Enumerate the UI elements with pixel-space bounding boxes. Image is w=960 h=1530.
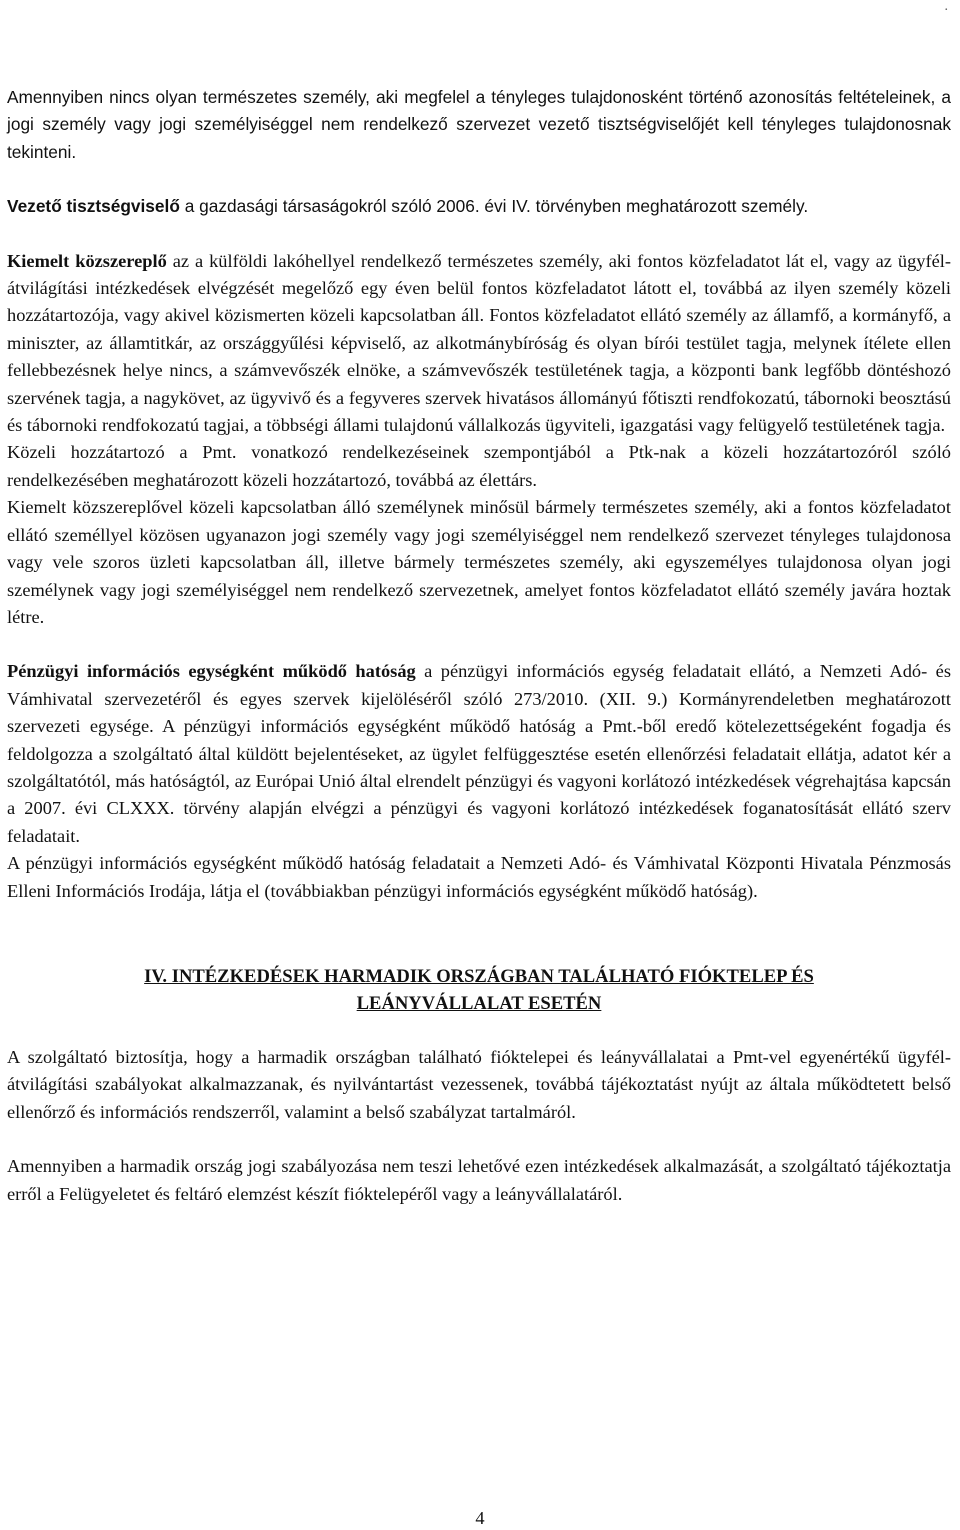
fiu-term: Pénzügyi információs egységként működő hatóság — [7, 661, 416, 682]
officer-definition — [7, 193, 951, 220]
pep-term: Kiemelt közszereplő — [7, 250, 167, 271]
pep-text: az a külföldi lakóhellyel rendelkező természetes személy, aki fontos közfeladatot lát el, vagy az ügyfél-átvilágítási intézkedések elvégzését megelőző egy éven belül fontos közfeladatot látott el, továbbá az ilyen személy közeli hozzátartozója, vagy akivel közismerten közeli kapcsolatban áll. Fontos közfeladatot ellátó személy az államfő, a kormányfő, a miniszter, az államtitkár, az országgyűlési képviselő, az alkotmánybíróság és olyan bírói testület tagja, melynek ítélete ellen fellebbezésnek helye nincs, a számvevőszék elnöke, a számvevőszék testületének tagja, a központi bank legfőbb döntéshozó szervének tagja, a nagykövet, az ügyvivő és a fegyveres szervek hivatásos állományú főtiszti rendfokozatú, tábornoki beosztású és tábornoki rendfokozatú tagjai, a többségi állami tulajdonú vállalkozás ügyviteli, igazgatási vagy felügyelő testületének tagja. — [7, 250, 951, 436]
officer-text: a gazdasági társaságokról szóló 2006. évi IV. törvényben meghatározott személy. — [179, 196, 809, 217]
spacer — [7, 631, 951, 658]
corner-mark: . — [944, 0, 948, 14]
spacer — [7, 221, 951, 248]
intro-paragraph: Amennyiben nincs olyan természetes személy, aki megfelel a tényleges tulajdonosként történő azonosítás feltételeinek, a jogi személy vagy jogi személyiséggel nem rendelkező szervezet vezető tisztségviselőjét kell tényleges tulajdonosnak tekinteni. — [7, 87, 951, 162]
page-number: 4 — [475, 1508, 485, 1528]
fiu-office-paragraph: A pénzügyi információs egységként működő hatóság feladatait a Nemzeti Adó- és Vámhivatal Központi Hivatala Pénzmosás Elleni Információs Irodája, látja el (továbbiakban pénzügyi információs egységként működő hatóság). — [7, 853, 951, 901]
section-paragraph-2: Amennyiben a harmadik ország jogi szabályozása nem teszi lehetővé ezen intézkedések alkalmazását, a szolgáltató tájékoztatja erről a Felügyeletet és feltáró elemzést készít fióktelepéről vagy a leányvállalatáról. — [7, 1156, 951, 1204]
officer-term: Vezető tisztségviselő — [7, 196, 180, 217]
close-relationship-paragraph: Kiemelt közszereplővel közeli kapcsolatban álló személynek minősül bármely természetes személy, aki a fontos közfeladatot ellátó személlyel közösen ugyanazon jogi személy vagy jogi személyiséggel nem rendelkező szervezet tényleges tulajdonosa vagy vele szoros üzleti kapcsolatban áll, illetve bármely természetes személy, aki egyszemélyes tulajdonosa olyan jogi személynek vagy jogi személyiséggel nem rendelkező szervezetnek, amelyet fontos közfeladatot ellátó személy javára hoztak létre. — [7, 497, 951, 627]
spacer — [7, 1126, 951, 1153]
fiu-definition — [7, 658, 951, 850]
spacer — [7, 905, 951, 963]
pep-definition — [7, 248, 951, 440]
section-heading-line-2: LEÁNYVÁLLALAT ESETÉN — [356, 992, 602, 1014]
close-relative-paragraph: Közeli hozzátartozó a Pmt. vonatkozó rendelkezéseinek szempontjából a Ptk-nak a közeli hozzátartozóról szóló rendelkezésében meghatározott közeli hozzátartozó, továbbá az élettárs. — [7, 442, 951, 490]
fiu-text: a pénzügyi információs egység feladatait ellátó, a Nemzeti Adó- és Vámhivatal szervezetéről és egyes szervek kijelöléséről szóló 273/2010. (XII. 9.) Kormányrendeletben meghatározott szervezeti egysége. A pénzügyi információs egységként működő hatóság a Pmt.-ből eredő kötelezettségeként fogadja és feldolgozza a szolgáltató által küldött bejelentéseket, az ügylet felfüggesztése esetén ellenőrzési feladatait ellátja, adatot kér a szolgáltatótól, más hatóságtól, az Európai Unió által elrendelt pénzügyi és vagyoni korlátozó intézkedések végrehajtása kapcsán a 2007. évi CLXXX. törvény alapján elvégzi a pénzügyi és vagyoni korlátozó intézkedések foganatosítását ellátó szerv feladatait. — [7, 661, 951, 846]
spacer — [7, 1017, 951, 1044]
document-page — [7, 84, 951, 1208]
section-paragraph-1: A szolgáltató biztosítja, hogy a harmadik országban található fióktelepei és leányvállalatai a Pmt-vel egyenértékű ügyfél-átvilágítási szabályokat alkalmazzanak, és nyilvántartást vezessenek, továbbá tájékoztatást nyújt az általa működtetett belső ellenőrző és információs rendszerről, valamint a belső szabályzat tartalmáról. — [7, 1046, 951, 1122]
spacer — [7, 166, 951, 193]
section-heading-line-1: IV. INTÉZKEDÉSEK HARMADIK ORSZÁGBAN TALÁLHATÓ FIÓKTELEP ÉS — [144, 965, 814, 987]
